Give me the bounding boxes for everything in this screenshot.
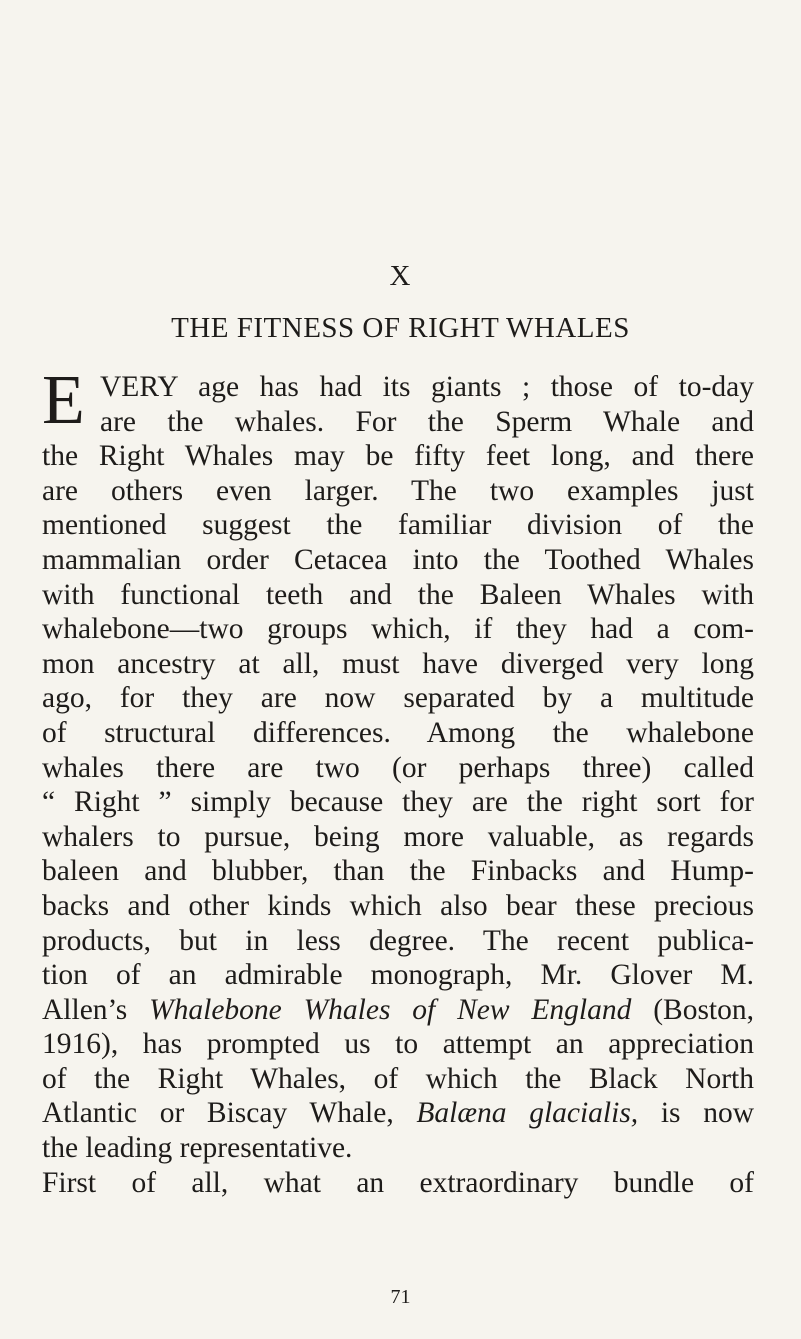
text-line: tion of an admirable monograph, Mr. Glover M.: [42, 959, 754, 992]
text-line: are the whales. For the Sperm Whale and: [100, 405, 754, 438]
text-line: “ Right ” simply because they are the right sort for: [42, 786, 754, 819]
text-line: mammalian order Cetacea into the Toothed Whales: [42, 543, 754, 576]
text-fragment: First of all, what an extraordinary bundle of: [42, 1166, 754, 1199]
drop-cap: E: [42, 362, 85, 439]
text-fragment: (Boston,: [653, 993, 754, 1026]
text-line: backs and other kinds which also bear these precious: [42, 889, 754, 922]
text-line: of structural differences. Among the whalebone: [42, 716, 754, 749]
text-line: with functional teeth and the Baleen Whales with: [42, 578, 754, 611]
text-line: mentioned suggest the familiar division of the: [42, 509, 754, 542]
text-line: of the Right Whales, of which the Black North: [42, 1062, 754, 1095]
chapter-number: X: [389, 260, 412, 292]
page-number: 71: [390, 1286, 411, 1308]
chapter-title: THE FITNESS OF RIGHT WHALES: [171, 312, 630, 344]
text-line: the Right Whales may be fifty feet long, and there: [42, 440, 754, 473]
text-fragment: Atlantic or Biscay Whale,: [42, 1097, 394, 1130]
text-line: ago, for they are now separated by a multitude: [42, 682, 754, 715]
text-line: [42, 993, 754, 1028]
text-line: 1916), has prompted us to attempt an appreciation: [42, 1028, 754, 1061]
text-line: whalers to pursue, being more valuable, as regards: [42, 820, 754, 853]
text-line: mon ancestry at all, must have diverged very long: [42, 647, 754, 680]
text-line: products, but in less degree. The recent publica-: [42, 924, 754, 957]
species-name: Balæna glacialis,: [416, 1097, 639, 1130]
text-line: whales there are two (or perhaps three) called: [42, 751, 754, 784]
text-line: the leading representative.: [42, 1132, 353, 1165]
text-line: [42, 1096, 754, 1131]
text-line: baleen and blubber, than the Finbacks and Hump-: [42, 855, 754, 888]
text-line: whalebone—two groups which, if they had a com-: [42, 613, 754, 646]
text-line: are others even larger. The two examples just: [42, 474, 754, 507]
text-fragment: is now: [660, 1097, 755, 1130]
text-line: VERY age has had its giants ; those of to-day: [100, 371, 754, 403]
book-title: Whalebone Whales of New England: [149, 993, 632, 1026]
text-line: [42, 1166, 754, 1201]
text-fragment: Allen’s: [42, 993, 128, 1026]
body-text: [42, 370, 754, 1200]
